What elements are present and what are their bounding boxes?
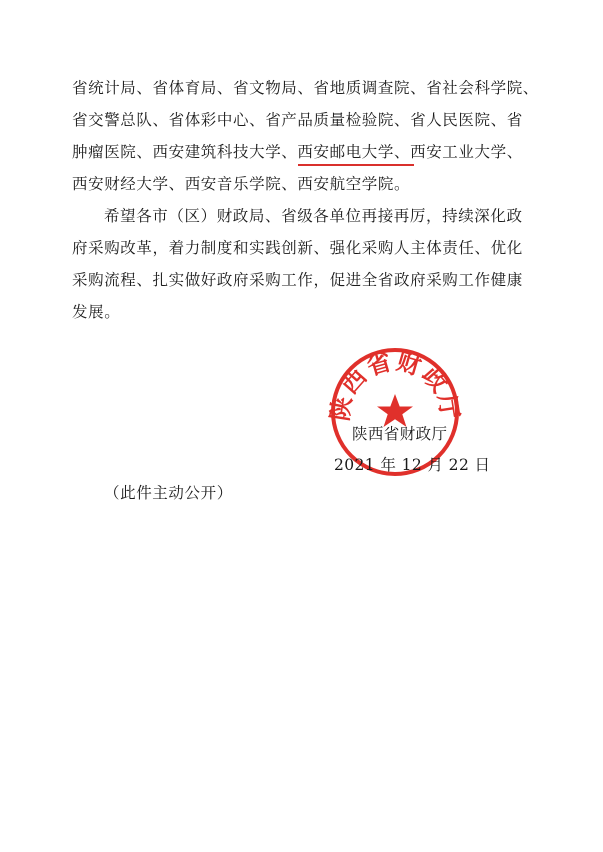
seal-star-icon <box>377 394 413 427</box>
paragraph-2-line-4: 发展。 <box>72 303 121 321</box>
paragraph-1-line-3: 肿瘤医院、西安建筑科技大学、西安邮电大学、西安工业大学、 <box>72 143 523 161</box>
signature-date: 2021 年 12 月 22 日 <box>334 456 491 474</box>
seal-text: 陕西省财政厅 <box>325 346 465 423</box>
signature-organization: 陕西省财政厅 <box>352 425 448 443</box>
paragraph-1-line-2: 省交警总队、省体彩中心、省产品质量检验院、省人民医院、省 <box>72 111 523 129</box>
paragraph-2-line-3: 采购流程、扎实做好政府采购工作，促进全省政府采购工作健康 <box>72 271 523 289</box>
highlight-underline <box>298 164 414 166</box>
paragraph-1-line-4: 西安财经大学、西安音乐学院、西安航空学院。 <box>72 175 411 193</box>
paragraph-2-line-2: 府采购改革，着力制度和实践创新、强化采购人主体责任、优化 <box>72 239 523 257</box>
paragraph-1-line-1: 省统计局、省体育局、省文物局、省地质调查院、省社会科学院、 <box>72 79 539 97</box>
paragraph-2-line-1: 希望各市（区）财政局、省级各单位再接再厉，持续深化政 <box>104 207 523 225</box>
public-disclosure-note: （此件主动公开） <box>104 484 233 502</box>
